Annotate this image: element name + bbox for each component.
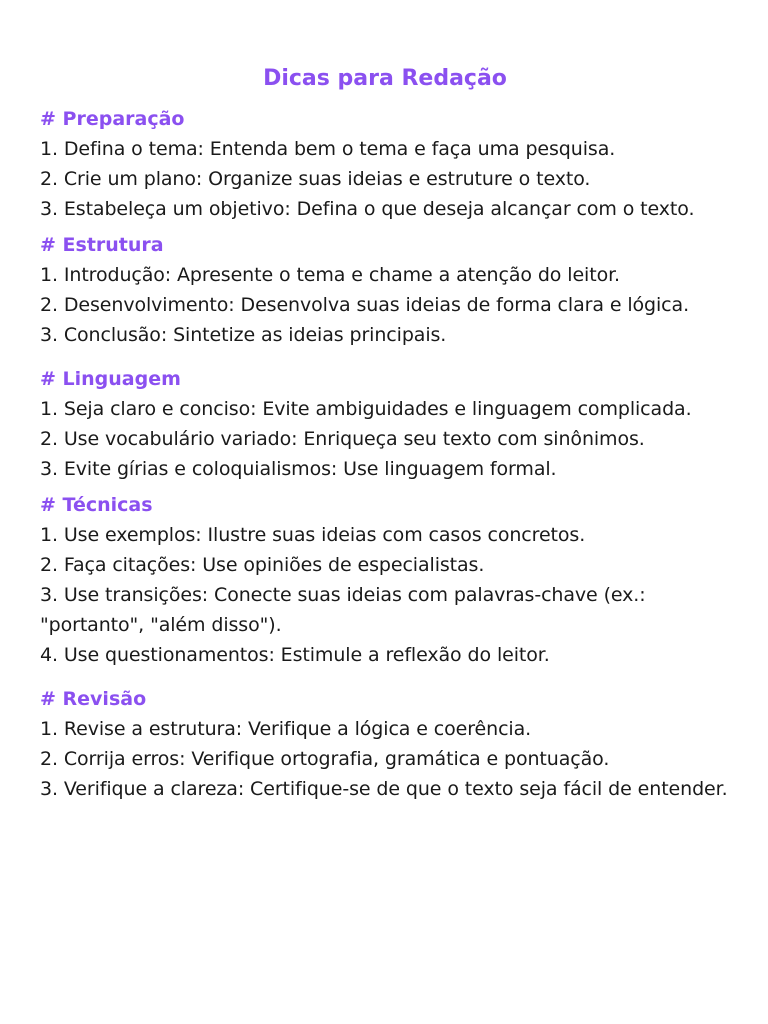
tip-item: 2. Crie um plano: Organize suas ideias e estruture o texto. [40,168,591,190]
section-heading: # Linguagem [40,368,181,390]
tip-list [40,520,730,670]
section-heading: # Estrutura [40,234,164,256]
document-page [40,60,730,804]
tip-item: 1. Revise a estrutura: Verifique a lógica e coerência. [40,718,532,740]
section-heading: # Técnicas [40,494,153,516]
tip-item: 4. Use questionamentos: Estimule a reflexão do leitor. [40,644,550,666]
tip-item: 2. Corrija erros: Verifique ortografia, gramática e pontuação. [40,748,610,770]
tip-list [40,260,730,350]
section-preparacao [40,104,730,224]
section-heading: # Revisão [40,688,147,710]
section-estrutura [40,230,730,350]
tip-item: 2. Use vocabulário variado: Enriqueça seu texto com sinônimos. [40,428,645,450]
tip-item: 1. Seja claro e conciso: Evite ambiguidades e linguagem complicada. [40,398,692,420]
tip-item: 3. Use transições: Conecte suas ideias com palavras-chave (ex.: "portanto", "além disso"). [40,584,646,636]
page-title: Dicas para Redação [263,66,507,91]
tip-list [40,714,730,804]
tip-item: 3. Verifique a clareza: Certifique-se de que o texto seja fácil de entender. [40,778,728,800]
tip-list [40,134,730,224]
tip-item: 1. Use exemplos: Ilustre suas ideias com casos concretos. [40,524,586,546]
tip-item: 2. Faça citações: Use opiniões de especialistas. [40,554,485,576]
tip-item: 2. Desenvolvimento: Desenvolva suas ideias de forma clara e lógica. [40,294,690,316]
tip-item: 1. Defina o tema: Entenda bem o tema e faça uma pesquisa. [40,138,616,160]
section-linguagem [40,364,730,484]
section-tecnicas [40,490,730,670]
tip-item: 3. Conclusão: Sintetize as ideias principais. [40,324,447,346]
tip-list [40,394,730,484]
section-revisao [40,684,730,804]
tip-item: 3. Estabeleça um objetivo: Defina o que deseja alcançar com o texto. [40,198,695,220]
section-heading: # Preparação [40,108,185,130]
tip-item: 3. Evite gírias e coloquialismos: Use linguagem formal. [40,458,557,480]
tip-item: 1. Introdução: Apresente o tema e chame a atenção do leitor. [40,264,620,286]
